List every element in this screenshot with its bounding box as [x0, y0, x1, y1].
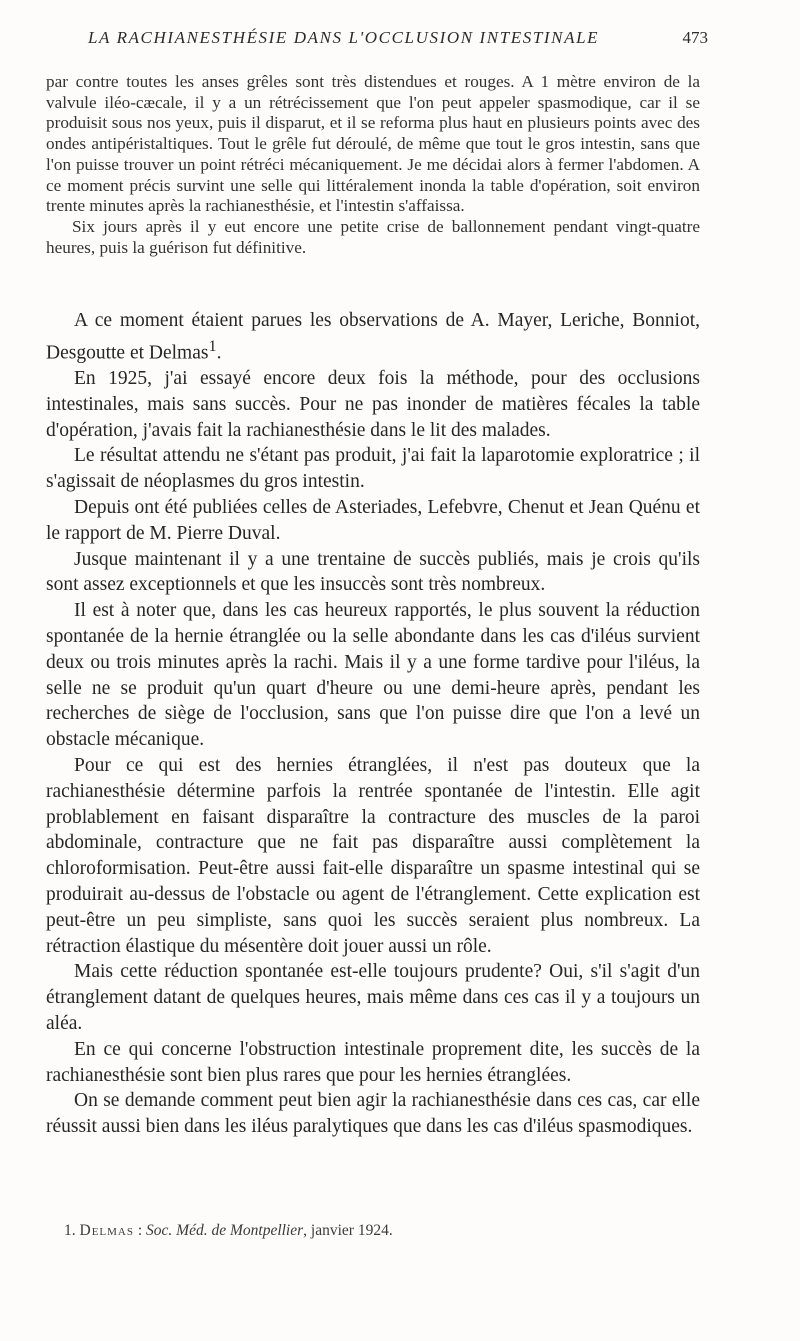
footnote-date: , janvier 1924.: [303, 1222, 393, 1239]
body-paragraph: Depuis ont été publiées celles de Asteriades, Lefebvre, Chenut et Jean Quénu et le rapport de M. Pierre Duval.: [46, 497, 700, 544]
observation-paragraph: par contre toutes les anses grêles sont très distendues et rouges. A 1 mètre environ de la valvule iléo-cæcale, il y a un rétrécissement que l'on peut appeler spasmodique, car il se produisit sous nos yeux, puis il disparut, et il se reforma plus haut en plusieurs points avec des ondes antipéristaltiques. Tout le grêle fut déroulé, de même que tout le gros intestin, sans que l'on puisse trouver un point rétréci mécaniquement. Je me décidai alors à fermer l'abdomen. A ce moment précis survint une selle qui littéralement inonda la table d'opération, soit environ trente minutes après la rachianesthésie, et l'intestin s'affaissa.: [46, 72, 700, 216]
body-paragraph: On se demande comment peut bien agir la rachianesthésie dans ces cas, car elle réussit aussi bien dans les iléus paralytiques que dans les cas d'iléus spasmodiques.: [46, 1090, 700, 1138]
footnote-reference[interactable]: 1: [208, 336, 217, 355]
observation-paragraph: Six jours après il y eut encore une petite crise de ballonnement pendant vingt-quatre heures, puis la guérison fut définitive.: [46, 216, 700, 257]
body-paragraph: Pour ce qui est des hernies étranglées, il n'est pas douteux que la rachianesthésie détermine parfois la rentrée spontanée de l'intestin. Elle agit problablement en faisant disparaître la contracture des muscles de la paroi abdominale, contracture que ne fait pas disparaître aussi complètement la chloroformisation. Peut-être aussi fait-elle disparaître un spasme intestinal qui se produirait au-dessus de l'obstacle ou agent de l'étranglement. Cette explication est peut-être un peu simpliste, sans quoi les succès seraient plus nombreux. La rétraction élastique du mésentère doit jouer aussi un rôle.: [46, 755, 700, 957]
body-paragraph: En 1925, j'ai essayé encore deux fois la méthode, pour des occlusions intestinales, mais sans succès. Pour ne pas inonder de matières fécales la table d'opération, j'avais fait la rachianesthésie dans le lit des malades.: [46, 368, 700, 441]
body-paragraph: En ce qui concerne l'obstruction intestinale proprement dite, les succès de la rachianesthésie sont bien plus rares que pour les hernies étranglées.: [46, 1038, 700, 1086]
main-text: [46, 308, 700, 1140]
running-title: LA RACHIANESTHÉSIE DANS L'OCCLUSION INTESTINALE: [88, 28, 600, 47]
body-paragraph: Le résultat attendu ne s'étant pas produit, j'ai fait la laparotomie exploratrice ; il s'agissait de néoplasmes du gros intestin.: [46, 445, 700, 493]
footnote-number: 1.: [64, 1222, 76, 1239]
observation-excerpt: [46, 72, 700, 258]
footnote-source: Soc. Méd. de Montpellier: [146, 1222, 304, 1239]
body-paragraph: Jusque maintenant il y a une trentaine de succès publiés, mais je crois qu'ils sont assez exceptionnels et que les insuccès sont très nombreux.: [46, 548, 700, 596]
page-number: 473: [682, 28, 708, 47]
body-paragraph: Il est à noter que, dans les cas heureux rapportés, le plus souvent la réduction spontanée de la hernie étranglée ou la selle abondante dans les cas d'iléus survient deux ou trois minutes après la rachi. Mais il y a une forme tardive pour l'iléus, la selle ne se produit qu'un quart d'heure ou une demi-heure après, pendant les recherches de siège de l'occlusion, sans que l'on puisse dire que l'on a levé un obstacle mécanique.: [46, 600, 700, 751]
body-paragraph: Mais cette réduction spontanée est-elle toujours prudente? Oui, s'il s'agit d'un étranglement datant de quelques heures, mais même dans ces cas il y a toujours un aléa.: [46, 961, 700, 1035]
body-paragraph: A ce moment étaient parues les observations de A. Mayer, Leriche, Bonniot, Desgoutte et Delmas$^1$.: [46, 310, 700, 364]
running-header: [88, 28, 708, 48]
footnote: 1. Delmas : Soc. Méd. de Montpellier, janvier 1924.: [64, 1222, 393, 1239]
paragraph-text: A ce moment étaient parues les observations de A. Mayer, Leriche, Bonniot, Desgoutte et Delmas: [46, 310, 700, 364]
footnote-author: Delmas: [79, 1222, 134, 1239]
